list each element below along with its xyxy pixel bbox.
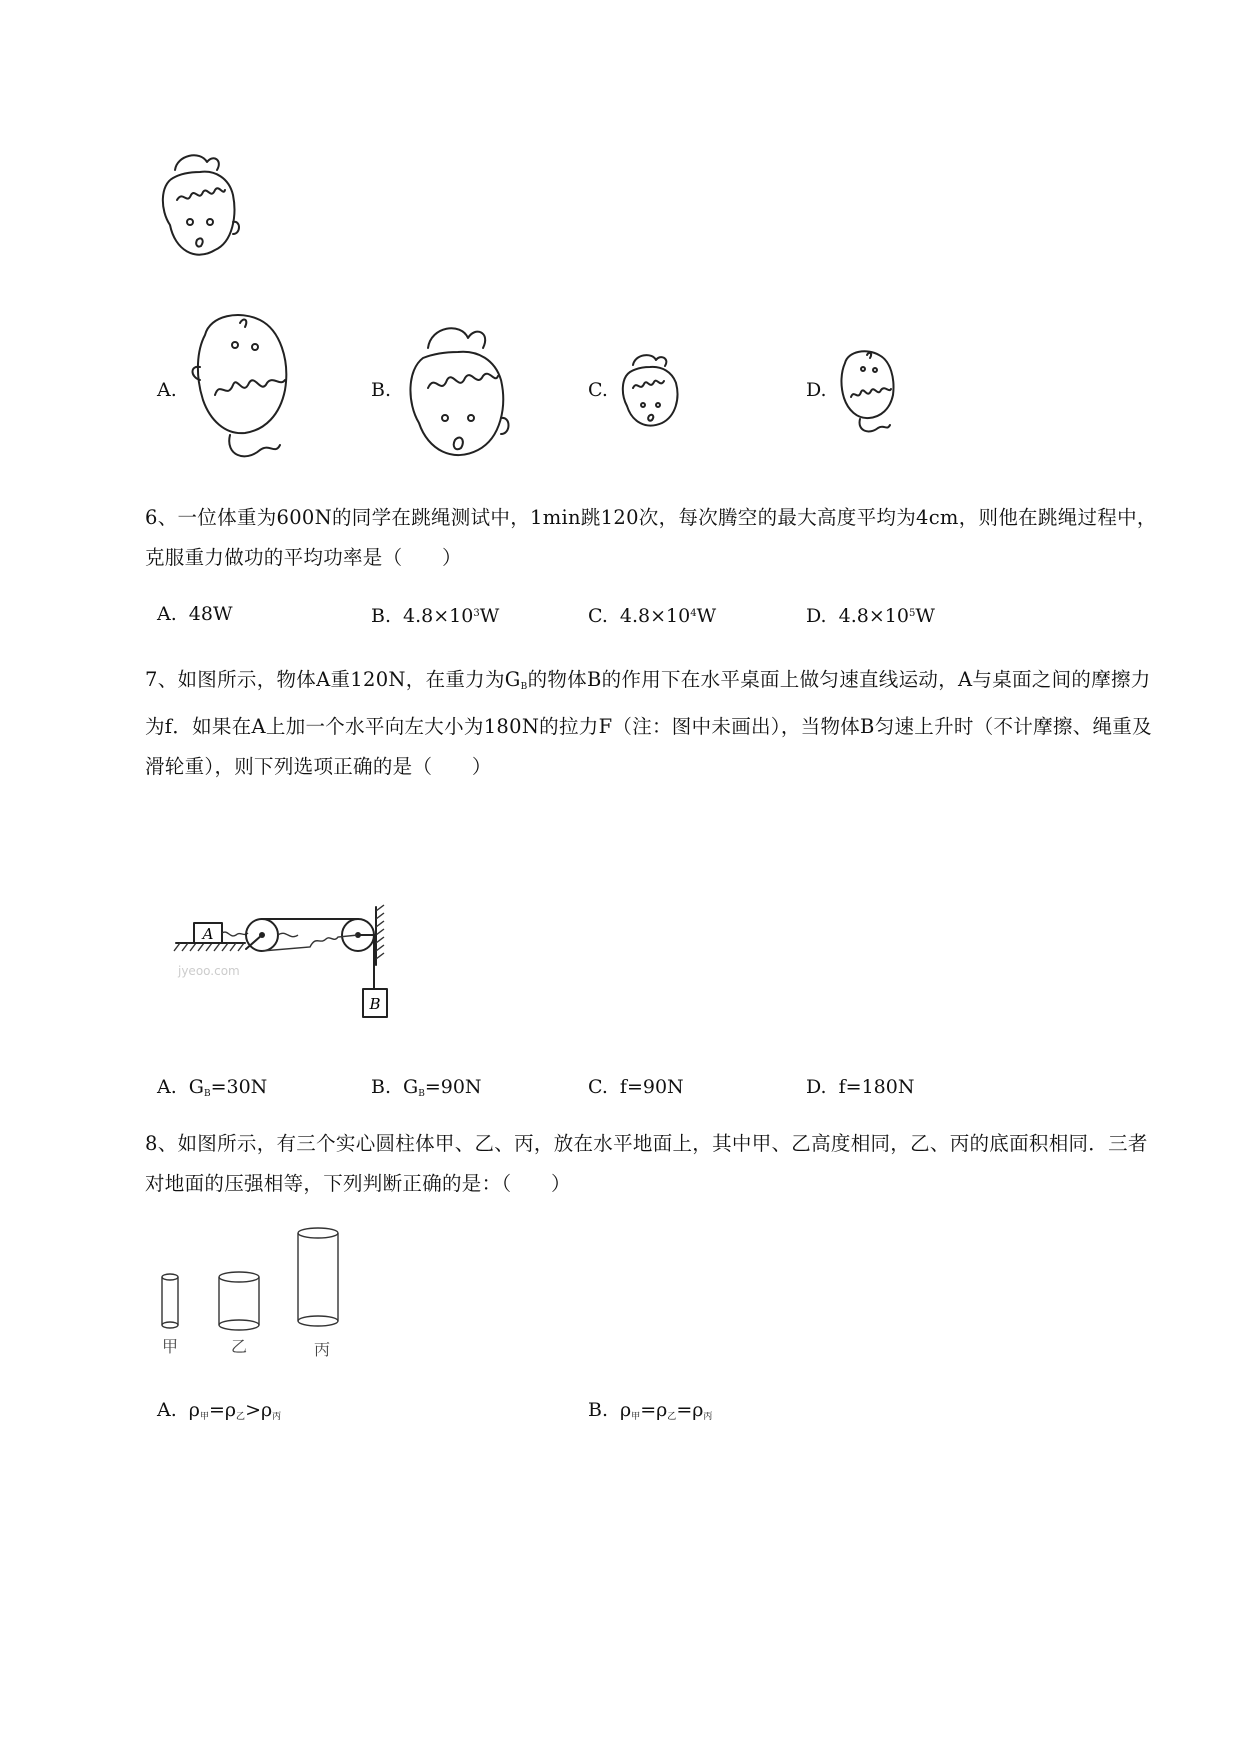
enlarged-face-drawing-icon: [403, 318, 513, 466]
q5-option-d[interactable]: D.: [806, 379, 827, 401]
block-b-label: B: [369, 995, 381, 1013]
q7-option-a[interactable]: A. $G_B=30N$: [157, 1076, 268, 1099]
three-cylinders-diagram: [150, 1225, 360, 1365]
upside-down-face-drawing-icon: [185, 305, 300, 465]
pulley-system-diagram: [170, 905, 400, 1025]
q7-option-d[interactable]: D. f=180N: [806, 1076, 915, 1098]
q8-option-b[interactable]: B. $\rho_甲=\rho_乙=\rho_丙$: [588, 1399, 713, 1422]
q5-option-a[interactable]: A.: [157, 379, 177, 401]
block-a-label: A: [202, 925, 214, 943]
q7-option-b[interactable]: B. $G_B=90N$: [371, 1076, 482, 1099]
original-face-drawing-icon: [155, 150, 245, 270]
q6-question-text: 6、一位体重为600N的同学在跳绳测试中，1min跳120次，每次腾空的最大高度平均为4cm，则他在跳绳过程中，克服重力做功的平均功率是（ ）: [145, 506, 1157, 569]
small-upside-down-face-drawing-icon: [833, 345, 903, 433]
q7-question-text: 7、如图所示，物体A重120N，在重力为$G_B$的物体B的作用下在水平桌面上做匀速直线运动，A与桌面之间的摩擦力为f．如果在A上加一个水平向左大小为180N的拉力F（注：图中未画出），当物体B匀速上升时（不计摩擦、绳重及滑轮重），则下列选项正确的是（ ）: [145, 668, 1152, 778]
cylinder-label-bing: 丙: [313, 1340, 331, 1359]
q6-option-c[interactable]: C. $4.8\times 10^4W$: [588, 605, 717, 627]
q5-option-c[interactable]: C.: [588, 379, 608, 401]
cylinder-label-jia: 甲: [161, 1337, 179, 1356]
q6-option-a[interactable]: A. 48W: [157, 603, 233, 625]
q5-option-b[interactable]: B.: [371, 379, 392, 401]
q6-option-b[interactable]: B. $4.8\times 10^3W$: [371, 605, 500, 627]
cylinder-label-yi: 乙: [230, 1337, 248, 1356]
q7-option-c[interactable]: C. f=90N: [588, 1076, 684, 1098]
q8-option-a[interactable]: A. $\rho_甲=\rho_乙>\rho_丙$: [157, 1399, 282, 1422]
small-face-drawing-icon: [618, 350, 688, 436]
q8-question-text: 8、如图所示，有三个实心圆柱体甲、乙、丙，放在水平地面上，其中甲、乙高度相同，乙、丙的底面积相同．三者对地面的压强相等，下列判断正确的是：（ ）: [145, 1132, 1148, 1195]
q6-option-d[interactable]: D. $4.8\times 10^5W$: [806, 605, 935, 627]
watermark: jyeoo.com: [178, 964, 240, 978]
